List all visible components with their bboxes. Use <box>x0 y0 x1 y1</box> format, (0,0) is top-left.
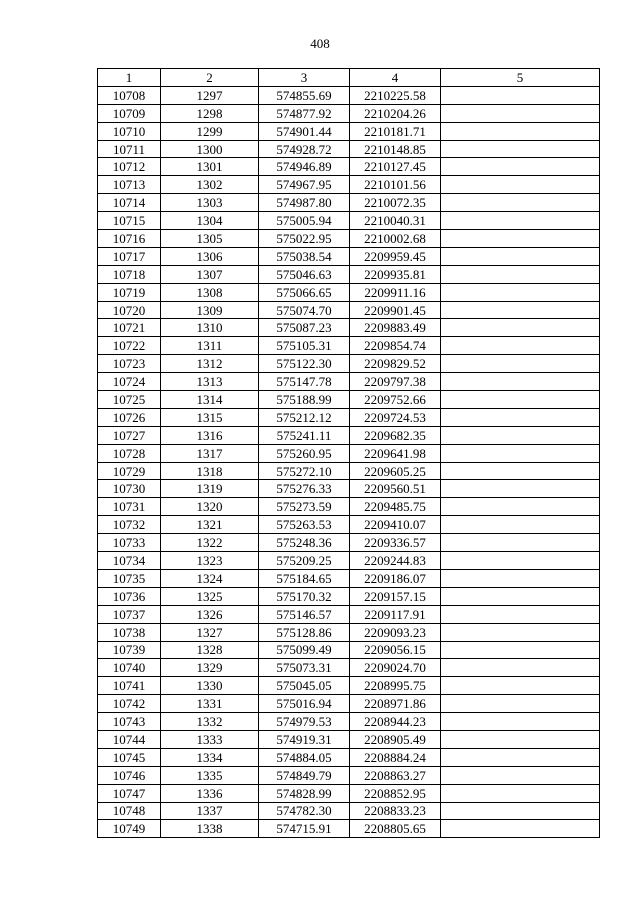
x-coordinate-cell: 575046.63 <box>259 265 350 283</box>
y-coordinate-cell: 2209186.07 <box>350 569 441 587</box>
coordinates-table <box>97 68 600 838</box>
table-row <box>98 104 600 122</box>
note-cell <box>441 516 600 534</box>
header-cell: 5 <box>441 69 600 87</box>
row-number-cell: 10744 <box>98 730 161 748</box>
row-number-cell: 10732 <box>98 516 161 534</box>
table-row <box>98 319 600 337</box>
row-number-cell: 10738 <box>98 623 161 641</box>
point-number-cell: 1320 <box>161 498 259 516</box>
note-cell <box>441 319 600 337</box>
x-coordinate-cell: 575105.31 <box>259 337 350 355</box>
x-coordinate-cell: 574715.91 <box>259 820 350 838</box>
y-coordinate-cell: 2209752.66 <box>350 391 441 409</box>
x-coordinate-cell: 574828.99 <box>259 784 350 802</box>
x-coordinate-cell: 575260.95 <box>259 444 350 462</box>
y-coordinate-cell: 2210148.85 <box>350 140 441 158</box>
y-coordinate-cell: 2209854.74 <box>350 337 441 355</box>
point-number-cell: 1299 <box>161 122 259 140</box>
note-cell <box>441 641 600 659</box>
x-coordinate-cell: 575074.70 <box>259 301 350 319</box>
table-row <box>98 337 600 355</box>
table-row <box>98 86 600 104</box>
x-coordinate-cell: 575184.65 <box>259 569 350 587</box>
table-row <box>98 748 600 766</box>
y-coordinate-cell: 2209883.49 <box>350 319 441 337</box>
y-coordinate-cell: 2208905.49 <box>350 730 441 748</box>
table-row <box>98 659 600 677</box>
x-coordinate-cell: 575170.32 <box>259 587 350 605</box>
point-number-cell: 1319 <box>161 480 259 498</box>
point-number-cell: 1336 <box>161 784 259 802</box>
point-number-cell: 1335 <box>161 766 259 784</box>
row-number-cell: 10728 <box>98 444 161 462</box>
row-number-cell: 10749 <box>98 820 161 838</box>
row-number-cell: 10722 <box>98 337 161 355</box>
x-coordinate-cell: 575212.12 <box>259 408 350 426</box>
row-number-cell: 10743 <box>98 713 161 731</box>
point-number-cell: 1318 <box>161 462 259 480</box>
table-row <box>98 301 600 319</box>
table-row <box>98 677 600 695</box>
note-cell <box>441 122 600 140</box>
page-number: 408 <box>310 36 330 51</box>
x-coordinate-cell: 575263.53 <box>259 516 350 534</box>
x-coordinate-cell: 575241.11 <box>259 426 350 444</box>
y-coordinate-cell: 2210101.56 <box>350 176 441 194</box>
table-row <box>98 355 600 373</box>
point-number-cell: 1338 <box>161 820 259 838</box>
x-coordinate-cell: 574967.95 <box>259 176 350 194</box>
point-number-cell: 1325 <box>161 587 259 605</box>
y-coordinate-cell: 2209410.07 <box>350 516 441 534</box>
table-row <box>98 766 600 784</box>
row-number-cell: 10727 <box>98 426 161 444</box>
point-number-cell: 1300 <box>161 140 259 158</box>
point-number-cell: 1297 <box>161 86 259 104</box>
note-cell <box>441 552 600 570</box>
row-number-cell: 10716 <box>98 230 161 248</box>
x-coordinate-cell: 575248.36 <box>259 534 350 552</box>
x-coordinate-cell: 575272.10 <box>259 462 350 480</box>
point-number-cell: 1311 <box>161 337 259 355</box>
table-row <box>98 426 600 444</box>
row-number-cell: 10733 <box>98 534 161 552</box>
y-coordinate-cell: 2209605.25 <box>350 462 441 480</box>
y-coordinate-cell: 2209829.52 <box>350 355 441 373</box>
x-coordinate-cell: 574855.69 <box>259 86 350 104</box>
point-number-cell: 1302 <box>161 176 259 194</box>
row-number-cell: 10709 <box>98 104 161 122</box>
y-coordinate-cell: 2209724.53 <box>350 408 441 426</box>
point-number-cell: 1298 <box>161 104 259 122</box>
row-number-cell: 10710 <box>98 122 161 140</box>
point-number-cell: 1304 <box>161 212 259 230</box>
table-row <box>98 122 600 140</box>
point-number-cell: 1307 <box>161 265 259 283</box>
y-coordinate-cell: 2209797.38 <box>350 373 441 391</box>
table-row <box>98 373 600 391</box>
x-coordinate-cell: 575066.65 <box>259 283 350 301</box>
note-cell <box>441 212 600 230</box>
y-coordinate-cell: 2209336.57 <box>350 534 441 552</box>
note-cell <box>441 247 600 265</box>
row-number-cell: 10723 <box>98 355 161 373</box>
header-cell: 1 <box>98 69 161 87</box>
point-number-cell: 1330 <box>161 677 259 695</box>
y-coordinate-cell: 2209117.91 <box>350 605 441 623</box>
row-number-cell: 10721 <box>98 319 161 337</box>
x-coordinate-cell: 575099.49 <box>259 641 350 659</box>
header-row <box>98 69 600 87</box>
point-number-cell: 1317 <box>161 444 259 462</box>
point-number-cell: 1310 <box>161 319 259 337</box>
note-cell <box>441 820 600 838</box>
note-cell <box>441 301 600 319</box>
table-row <box>98 247 600 265</box>
y-coordinate-cell: 2209056.15 <box>350 641 441 659</box>
note-cell <box>441 337 600 355</box>
point-number-cell: 1329 <box>161 659 259 677</box>
point-number-cell: 1331 <box>161 695 259 713</box>
note-cell <box>441 462 600 480</box>
note-cell <box>441 480 600 498</box>
row-number-cell: 10726 <box>98 408 161 426</box>
y-coordinate-cell: 2210127.45 <box>350 158 441 176</box>
row-number-cell: 10718 <box>98 265 161 283</box>
point-number-cell: 1332 <box>161 713 259 731</box>
table-header <box>98 69 600 87</box>
row-number-cell: 10720 <box>98 301 161 319</box>
note-cell <box>441 802 600 820</box>
point-number-cell: 1305 <box>161 230 259 248</box>
y-coordinate-cell: 2210204.26 <box>350 104 441 122</box>
row-number-cell: 10729 <box>98 462 161 480</box>
point-number-cell: 1326 <box>161 605 259 623</box>
x-coordinate-cell: 575038.54 <box>259 247 350 265</box>
x-coordinate-cell: 574928.72 <box>259 140 350 158</box>
note-cell <box>441 677 600 695</box>
table-row <box>98 587 600 605</box>
table-row <box>98 516 600 534</box>
point-number-cell: 1328 <box>161 641 259 659</box>
table-row <box>98 230 600 248</box>
row-number-cell: 10715 <box>98 212 161 230</box>
y-coordinate-cell: 2209959.45 <box>350 247 441 265</box>
row-number-cell: 10745 <box>98 748 161 766</box>
x-coordinate-cell: 575188.99 <box>259 391 350 409</box>
row-number-cell: 10717 <box>98 247 161 265</box>
x-coordinate-cell: 575087.23 <box>259 319 350 337</box>
note-cell <box>441 748 600 766</box>
note-cell <box>441 659 600 677</box>
table-row <box>98 713 600 731</box>
table-row <box>98 140 600 158</box>
x-coordinate-cell: 575122.30 <box>259 355 350 373</box>
row-number-cell: 10742 <box>98 695 161 713</box>
table-row <box>98 695 600 713</box>
note-cell <box>441 695 600 713</box>
y-coordinate-cell: 2209093.23 <box>350 623 441 641</box>
point-number-cell: 1321 <box>161 516 259 534</box>
point-number-cell: 1301 <box>161 158 259 176</box>
y-coordinate-cell: 2209024.70 <box>350 659 441 677</box>
point-number-cell: 1314 <box>161 391 259 409</box>
note-cell <box>441 355 600 373</box>
table-row <box>98 462 600 480</box>
note-cell <box>441 104 600 122</box>
y-coordinate-cell: 2209560.51 <box>350 480 441 498</box>
point-number-cell: 1306 <box>161 247 259 265</box>
note-cell <box>441 176 600 194</box>
y-coordinate-cell: 2209485.75 <box>350 498 441 516</box>
point-number-cell: 1315 <box>161 408 259 426</box>
table-row <box>98 552 600 570</box>
x-coordinate-cell: 575016.94 <box>259 695 350 713</box>
header-cell: 3 <box>259 69 350 87</box>
row-number-cell: 10740 <box>98 659 161 677</box>
point-number-cell: 1313 <box>161 373 259 391</box>
note-cell <box>441 426 600 444</box>
row-number-cell: 10724 <box>98 373 161 391</box>
table-row <box>98 283 600 301</box>
note-cell <box>441 265 600 283</box>
note-cell <box>441 623 600 641</box>
note-cell <box>441 158 600 176</box>
y-coordinate-cell: 2210225.58 <box>350 86 441 104</box>
point-number-cell: 1324 <box>161 569 259 587</box>
y-coordinate-cell: 2209641.98 <box>350 444 441 462</box>
row-number-cell: 10711 <box>98 140 161 158</box>
x-coordinate-cell: 574782.30 <box>259 802 350 820</box>
table-row <box>98 158 600 176</box>
row-number-cell: 10731 <box>98 498 161 516</box>
x-coordinate-cell: 575147.78 <box>259 373 350 391</box>
x-coordinate-cell: 575022.95 <box>259 230 350 248</box>
note-cell <box>441 498 600 516</box>
row-number-cell: 10739 <box>98 641 161 659</box>
x-coordinate-cell: 574849.79 <box>259 766 350 784</box>
y-coordinate-cell: 2209935.81 <box>350 265 441 283</box>
y-coordinate-cell: 2208944.23 <box>350 713 441 731</box>
x-coordinate-cell: 575146.57 <box>259 605 350 623</box>
table-row <box>98 391 600 409</box>
table-row <box>98 730 600 748</box>
y-coordinate-cell: 2210181.71 <box>350 122 441 140</box>
x-coordinate-cell: 574919.31 <box>259 730 350 748</box>
row-number-cell: 10734 <box>98 552 161 570</box>
y-coordinate-cell: 2210072.35 <box>350 194 441 212</box>
x-coordinate-cell: 575209.25 <box>259 552 350 570</box>
x-coordinate-cell: 574877.92 <box>259 104 350 122</box>
note-cell <box>441 605 600 623</box>
row-number-cell: 10714 <box>98 194 161 212</box>
table-row <box>98 784 600 802</box>
note-cell <box>441 408 600 426</box>
x-coordinate-cell: 574884.05 <box>259 748 350 766</box>
point-number-cell: 1327 <box>161 623 259 641</box>
row-number-cell: 10747 <box>98 784 161 802</box>
point-number-cell: 1316 <box>161 426 259 444</box>
y-coordinate-cell: 2208863.27 <box>350 766 441 784</box>
table-row <box>98 480 600 498</box>
y-coordinate-cell: 2210040.31 <box>350 212 441 230</box>
row-number-cell: 10746 <box>98 766 161 784</box>
table-row <box>98 623 600 641</box>
y-coordinate-cell: 2208805.65 <box>350 820 441 838</box>
row-number-cell: 10708 <box>98 86 161 104</box>
note-cell <box>441 444 600 462</box>
x-coordinate-cell: 574946.89 <box>259 158 350 176</box>
point-number-cell: 1337 <box>161 802 259 820</box>
table-row <box>98 212 600 230</box>
y-coordinate-cell: 2209682.35 <box>350 426 441 444</box>
y-coordinate-cell: 2210002.68 <box>350 230 441 248</box>
note-cell <box>441 534 600 552</box>
table-row <box>98 265 600 283</box>
x-coordinate-cell: 575073.31 <box>259 659 350 677</box>
table-row <box>98 820 600 838</box>
note-cell <box>441 86 600 104</box>
x-coordinate-cell: 575276.33 <box>259 480 350 498</box>
note-cell <box>441 569 600 587</box>
table-row <box>98 802 600 820</box>
row-number-cell: 10730 <box>98 480 161 498</box>
y-coordinate-cell: 2209157.15 <box>350 587 441 605</box>
x-coordinate-cell: 574987.80 <box>259 194 350 212</box>
row-number-cell: 10741 <box>98 677 161 695</box>
table-row <box>98 444 600 462</box>
point-number-cell: 1334 <box>161 748 259 766</box>
row-number-cell: 10712 <box>98 158 161 176</box>
point-number-cell: 1309 <box>161 301 259 319</box>
x-coordinate-cell: 575273.59 <box>259 498 350 516</box>
point-number-cell: 1312 <box>161 355 259 373</box>
row-number-cell: 10725 <box>98 391 161 409</box>
row-number-cell: 10735 <box>98 569 161 587</box>
note-cell <box>441 140 600 158</box>
note-cell <box>441 713 600 731</box>
note-cell <box>441 766 600 784</box>
y-coordinate-cell: 2208971.86 <box>350 695 441 713</box>
table-row <box>98 176 600 194</box>
table-body <box>98 86 600 837</box>
point-number-cell: 1333 <box>161 730 259 748</box>
point-number-cell: 1308 <box>161 283 259 301</box>
y-coordinate-cell: 2208995.75 <box>350 677 441 695</box>
point-number-cell: 1322 <box>161 534 259 552</box>
note-cell <box>441 784 600 802</box>
row-number-cell: 10748 <box>98 802 161 820</box>
y-coordinate-cell: 2209901.45 <box>350 301 441 319</box>
note-cell <box>441 230 600 248</box>
note-cell <box>441 373 600 391</box>
y-coordinate-cell: 2208852.95 <box>350 784 441 802</box>
x-coordinate-cell: 574979.53 <box>259 713 350 731</box>
table-row <box>98 498 600 516</box>
header-cell: 2 <box>161 69 259 87</box>
table-row <box>98 641 600 659</box>
y-coordinate-cell: 2209911.16 <box>350 283 441 301</box>
x-coordinate-cell: 575045.05 <box>259 677 350 695</box>
table-row <box>98 534 600 552</box>
y-coordinate-cell: 2208884.24 <box>350 748 441 766</box>
point-number-cell: 1303 <box>161 194 259 212</box>
y-coordinate-cell: 2209244.83 <box>350 552 441 570</box>
note-cell <box>441 391 600 409</box>
note-cell <box>441 587 600 605</box>
x-coordinate-cell: 575128.86 <box>259 623 350 641</box>
row-number-cell: 10736 <box>98 587 161 605</box>
header-cell: 4 <box>350 69 441 87</box>
table-row <box>98 194 600 212</box>
note-cell <box>441 283 600 301</box>
x-coordinate-cell: 574901.44 <box>259 122 350 140</box>
table-row <box>98 569 600 587</box>
table-row <box>98 408 600 426</box>
row-number-cell: 10713 <box>98 176 161 194</box>
y-coordinate-cell: 2208833.23 <box>350 802 441 820</box>
x-coordinate-cell: 575005.94 <box>259 212 350 230</box>
note-cell <box>441 194 600 212</box>
note-cell <box>441 730 600 748</box>
point-number-cell: 1323 <box>161 552 259 570</box>
row-number-cell: 10737 <box>98 605 161 623</box>
table-row <box>98 605 600 623</box>
row-number-cell: 10719 <box>98 283 161 301</box>
